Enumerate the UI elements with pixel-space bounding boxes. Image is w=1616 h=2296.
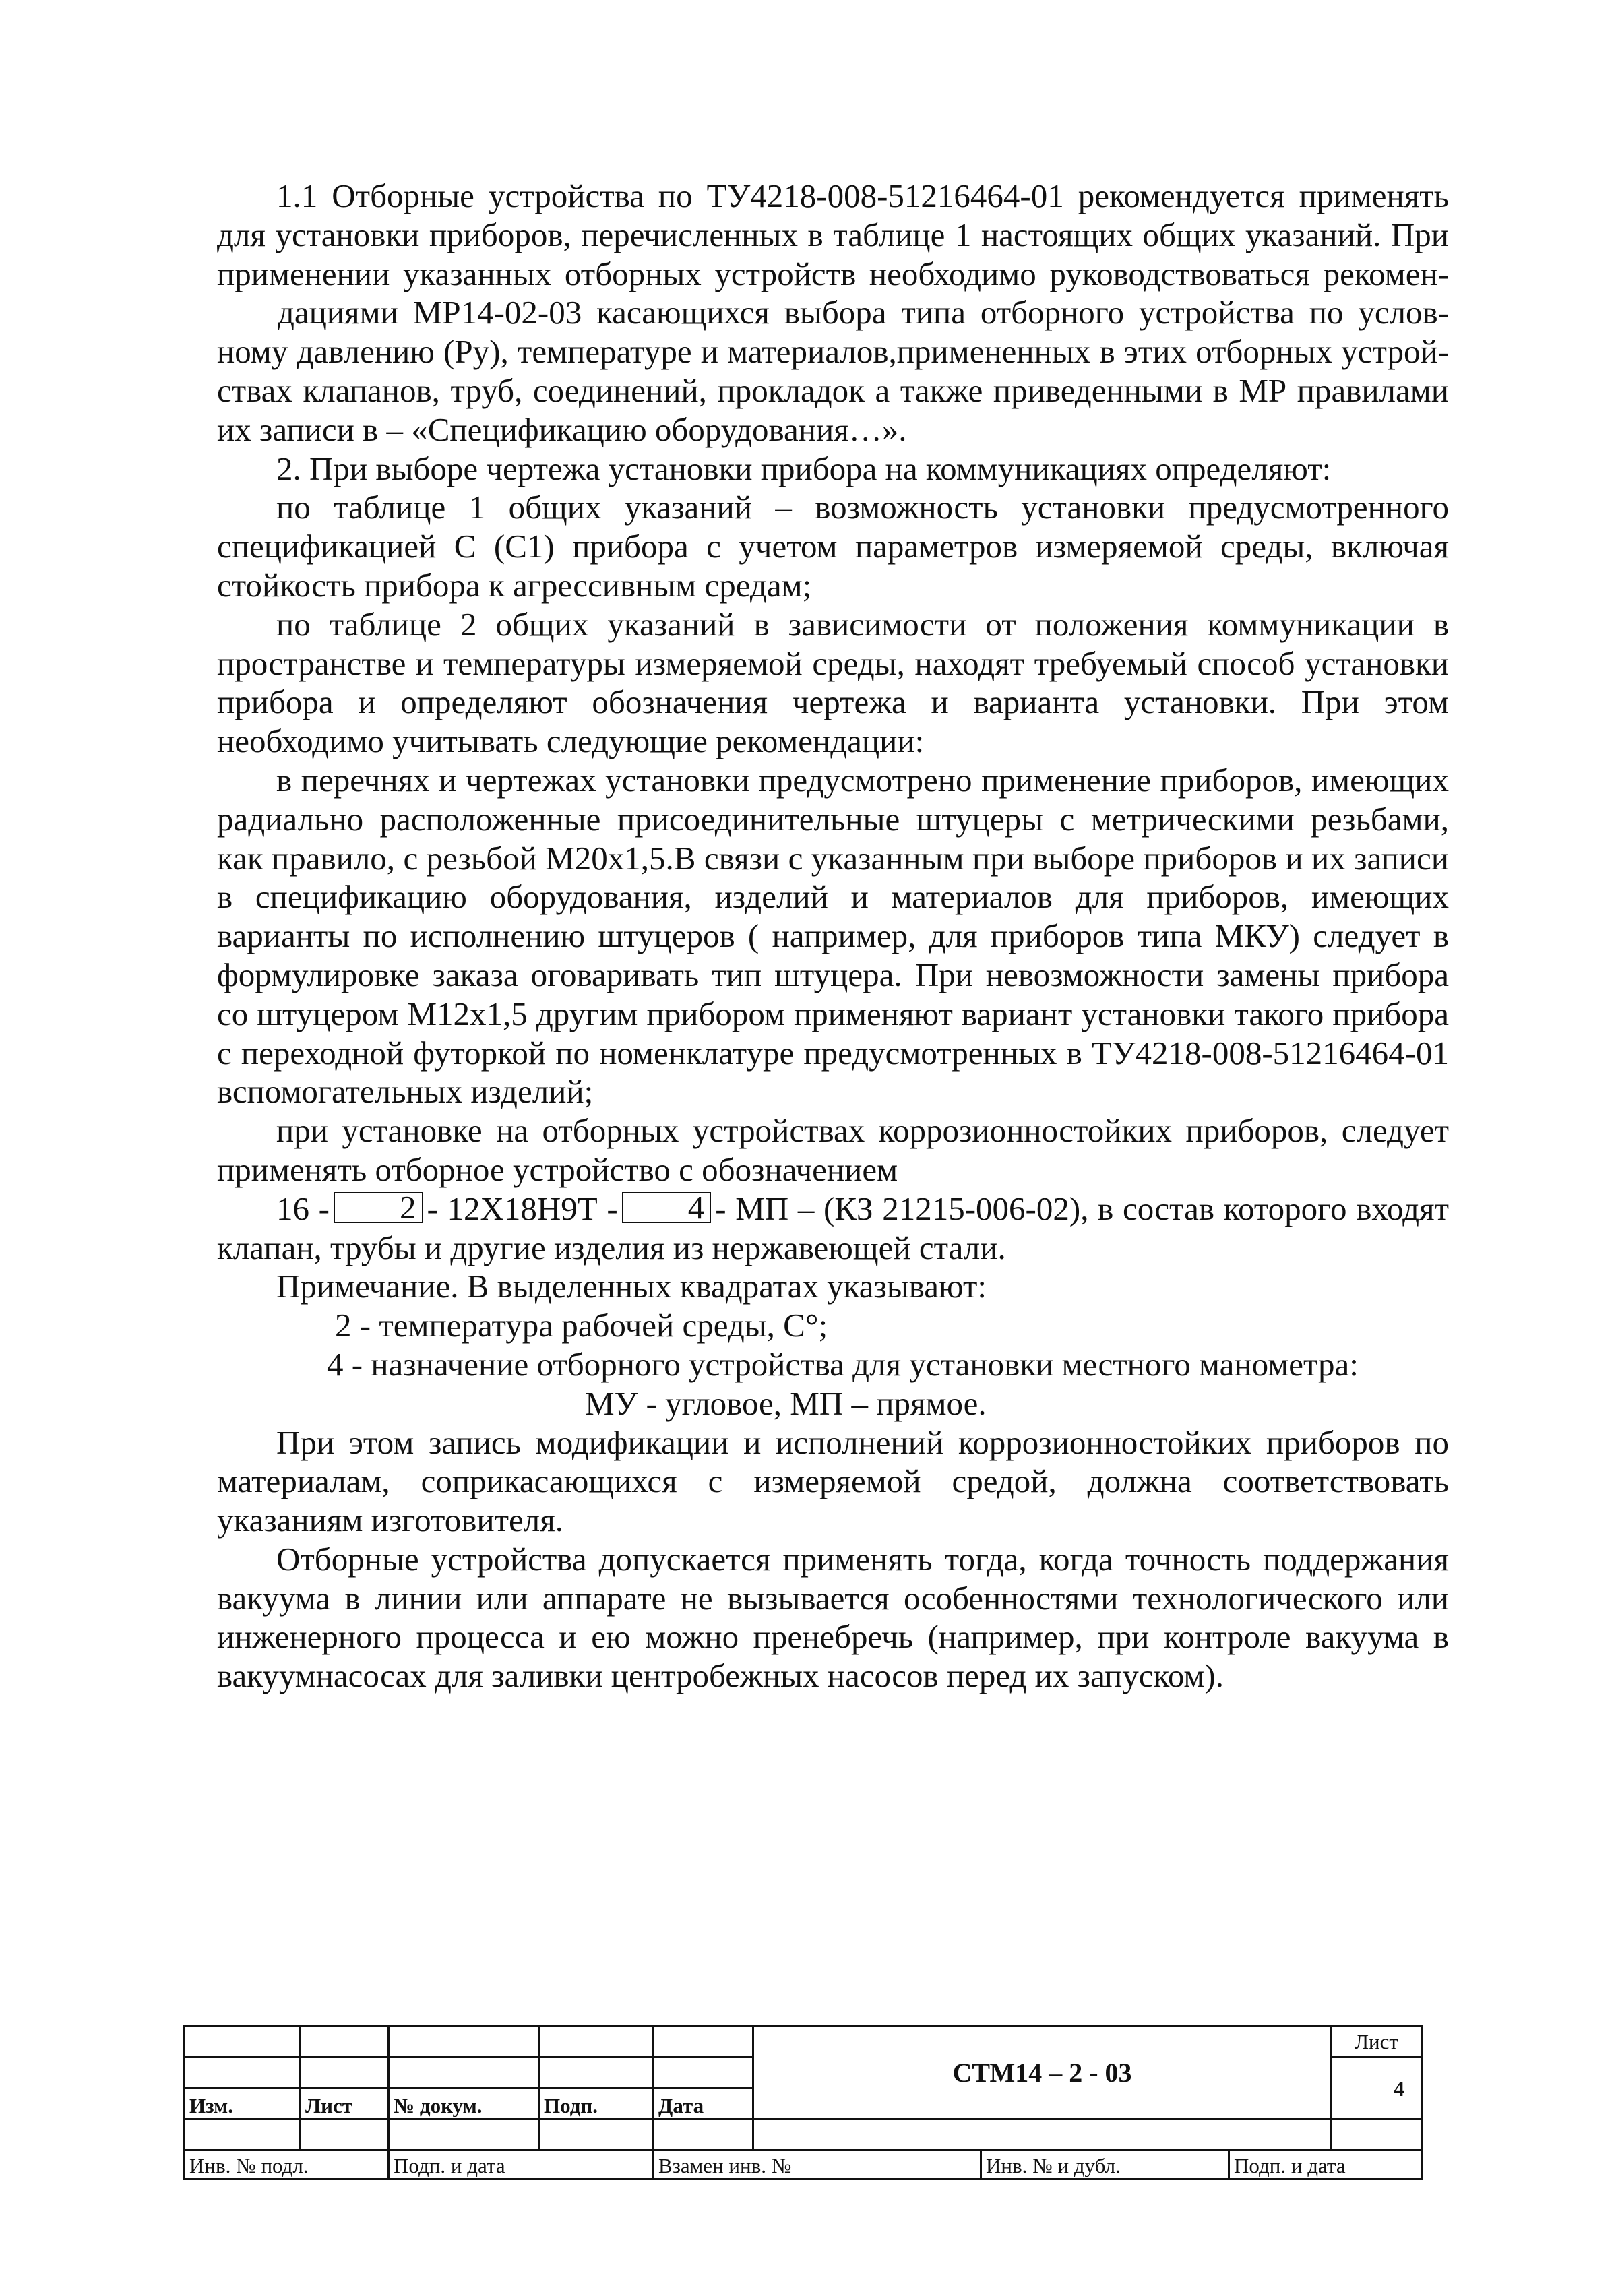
sheet-label: Лист	[1332, 2026, 1422, 2057]
paragraph-2: 2. При выборе чертежа установки прибора на коммуникациях определяют:	[276, 449, 1332, 487]
designation-box-1: 2	[334, 1192, 423, 1223]
paragraph-6: при установке на отборных устройствах коррозионностойких приборов, следует применять отборное устройство с обозначением	[217, 1112, 1449, 1188]
stamp-cell-empty	[539, 2057, 654, 2088]
podp-data-label-2: Подп. и дата	[1229, 2150, 1422, 2179]
title-block-table	[183, 2025, 1423, 2151]
stamp-cell-empty	[753, 2119, 1332, 2150]
stamp-cell-empty	[539, 2119, 654, 2150]
paragraph-1-line-3: применении указанных отборных устройств необходимо руководствоваться рекомен-	[217, 255, 1449, 292]
paragraph-1b-line-1: дациями МР14-02-03 касающихся выбора типа отборного устройства по услов-	[278, 294, 1449, 332]
document-code: СТМ14 – 2 - 03	[753, 2026, 1332, 2119]
paragraph-4: по таблице 2 общих указаний в зависимости от положения коммуникации в пространстве и температуры измеряемой среды, находят требуемый способ установки прибора и определяют обозначения чертежа и варианта установки. При этом необходимо учитывать следующие рекомендации:	[217, 605, 1449, 760]
stamp-cell-empty	[654, 2057, 753, 2088]
designation-suffix: - МП – (КЗ 21215-006-02), в состав которого входят	[715, 1189, 1449, 1227]
stamp-cell-empty	[654, 2026, 753, 2057]
header-podp: Подп.	[539, 2088, 654, 2119]
title-block	[183, 2025, 1423, 2180]
stamp-cell-empty	[301, 2119, 389, 2150]
stamp-cell-empty	[1332, 2119, 1422, 2150]
inv-dubl-label: Инв. № и дубл.	[981, 2150, 1229, 2179]
vzamen-inv-label: Взамен инв. №	[654, 2150, 981, 2179]
header-data: Дата	[654, 2088, 753, 2119]
paragraph-5: в перечнях и чертежах установки предусмотрено применение приборов, имеющих радиально расположенные присоединительные штуцеры с метрическими резьбами, как правило, с резьбой М20х1,5.В связи с указанным при выборе приборов и их записи в спецификацию оборудования, изделий и материалов для приборов, имеющих варианты по исполнению штуцеров ( например, для приборов типа МКУ) следует в формулировке заказа оговаривать тип штуцера. При невозможности замены прибора со штуцером М12х1,5 другим прибором применяют вариант установки такого прибора с переходной футоркой по номенклатуре предусмотренных в ТУ4218-008-51216464-01 вспомогательных изделий;	[217, 761, 1449, 1111]
header-dokum: № докум.	[389, 2088, 539, 2119]
designation-box-2: 4	[622, 1192, 712, 1223]
paragraph-1-line-1: 1.1 Отборные устройства по ТУ4218-008-51216464-01 рекомендуется применять	[276, 177, 1449, 214]
document-body	[217, 177, 1449, 1696]
stamp-cell-empty	[185, 2026, 301, 2057]
paragraph-3: по таблице 1 общих указаний – возможность установки предусмотренного спецификацией С (С1) прибора с учетом параметров измеряемой среды, включая стойкость прибора к агрессивным средам;	[217, 489, 1449, 604]
paragraph-1b-line-2: ному давлению (Ру), температуре и материалов,примененных в этих отборных устрой-	[217, 333, 1449, 371]
stamp-cell-empty	[301, 2057, 389, 2088]
header-list: Лист	[301, 2088, 389, 2119]
note-title: Примечание. В выделенных квадратах указывают:	[276, 1268, 987, 1305]
paragraph-9: Отборные устройства допускается применять тогда, когда точность поддержания вакуума в линии или аппарате не вызывается особенностями технологического или инженерного процесса и ею можно пренебречь (например, при контроле вакуума в вакуумнасосах для заливки центробежных насосов перед их запуском).	[217, 1540, 1449, 1695]
paragraph-1b-line-3: ствах клапанов, труб, соединений, прокладок а также приведенными в МР правилами	[217, 371, 1449, 409]
paragraph-1-line-2: для установки приборов, перечисленных в таблице 1 настоящих общих указаний. При	[217, 216, 1449, 253]
designation-middle: - 12Х18Н9Т -	[427, 1189, 618, 1227]
header-izm: Изм.	[185, 2088, 301, 2119]
sheet-number: 4	[1332, 2057, 1422, 2119]
designation-prefix: 16 -	[276, 1189, 330, 1227]
podp-data-label: Подп. и дата	[389, 2150, 654, 2179]
stamp-cell-empty	[185, 2057, 301, 2088]
inv-podl-label: Инв. № подл.	[185, 2150, 389, 2179]
stamp-cell-empty	[389, 2057, 539, 2088]
stamp-cell-empty	[389, 2119, 539, 2150]
stamp-cell-empty	[654, 2119, 753, 2150]
stamp-cell-empty	[301, 2026, 389, 2057]
paragraph-1b-line-4: их записи в – «Спецификацию оборудования…».	[217, 410, 907, 448]
stamp-cell-empty	[539, 2026, 654, 2057]
note-item-2: 4 - назначение отборного устройства для установки местного манометра:	[327, 1345, 1359, 1383]
paragraph-7: клапан, трубы и другие изделия из нержавеющей стали.	[217, 1229, 1006, 1266]
paragraph-8: При этом запись модификации и исполнений коррозионностойких приборов по материалам, соприкасающихся с измеряемой средой, должна соответствовать указаниям изготовителя.	[217, 1423, 1449, 1539]
stamp-cell-empty	[389, 2026, 539, 2057]
note-item-1: 2 - температура рабочей среды, С°;	[335, 1307, 828, 1344]
stamp-cell-empty	[185, 2119, 301, 2150]
designation-line	[217, 1189, 1449, 1229]
title-block-bottom	[183, 2149, 1423, 2180]
note-item-3: МУ - угловое, МП – прямое.	[585, 1384, 987, 1422]
